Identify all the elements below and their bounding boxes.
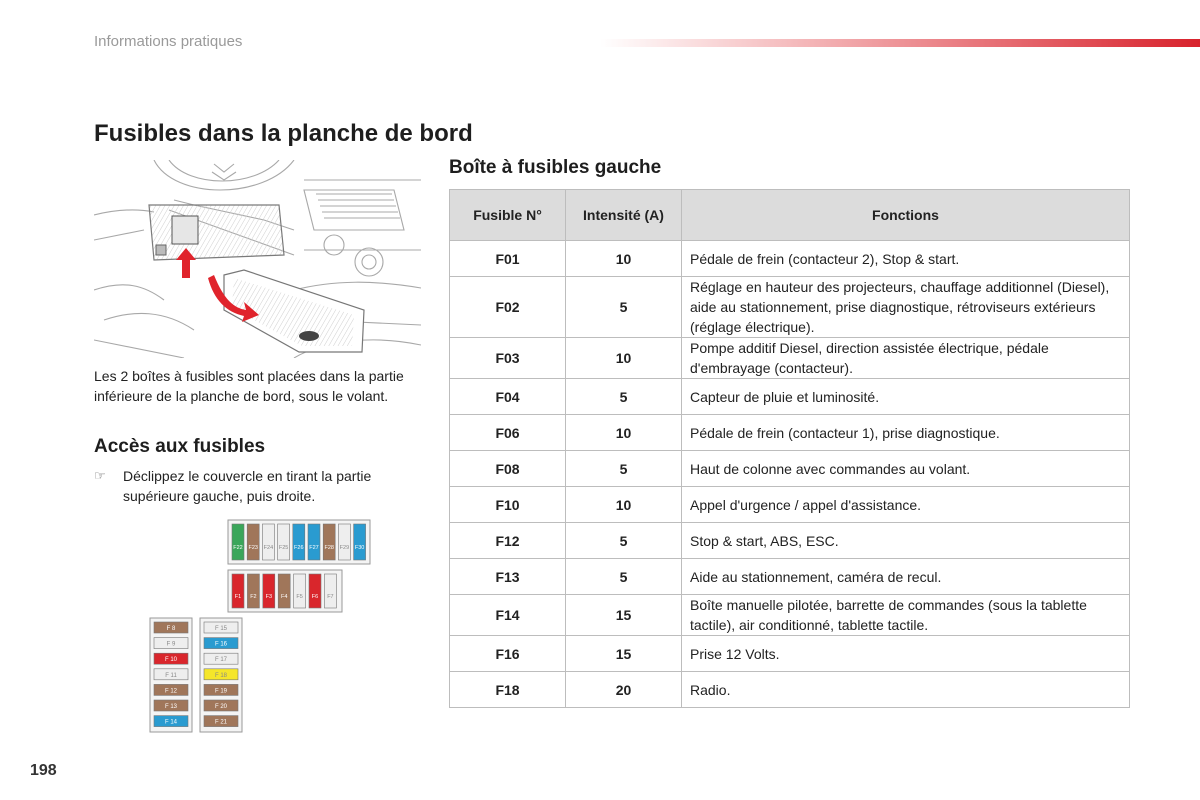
table-row bbox=[450, 672, 1130, 708]
fuse-label: F 19 bbox=[214, 688, 228, 695]
fuse-slot-f4 bbox=[278, 574, 290, 608]
current-cell: 5 bbox=[566, 523, 682, 559]
fuse-label: F 16 bbox=[214, 641, 228, 648]
fuse-label: F 21 bbox=[214, 719, 228, 726]
table-row bbox=[450, 559, 1130, 595]
fuse-number-cell: F08 bbox=[450, 451, 566, 487]
fuse-label: F 20 bbox=[214, 704, 228, 710]
current-cell: 15 bbox=[566, 636, 682, 672]
fuse-slot-f6 bbox=[309, 574, 321, 608]
fuse-label: F 14 bbox=[164, 719, 178, 726]
functions-cell: Haut de colonne avec commandes au volant. bbox=[682, 451, 1130, 487]
header-current: Intensité (A) bbox=[566, 190, 682, 241]
fuse-label: F25 bbox=[278, 545, 289, 551]
current-cell: 5 bbox=[566, 379, 682, 415]
fuse-slot-f28 bbox=[323, 524, 335, 560]
table-row bbox=[450, 636, 1130, 672]
functions-cell: Pédale de frein (contacteur 2), Stop & start. bbox=[682, 241, 1130, 277]
functions-cell: Capteur de pluie et luminosité. bbox=[682, 379, 1130, 415]
header-fuse: Fusible N° bbox=[450, 190, 566, 241]
fuse-slot-f22 bbox=[232, 524, 244, 560]
fuse-label: F 8 bbox=[166, 626, 176, 632]
access-step-text: Déclippez le couvercle en tirant la partie supérieure gauche, puis droite. bbox=[123, 468, 372, 504]
fuse-slot-f29 bbox=[338, 524, 350, 560]
page-title: Fusibles dans la planche de bord bbox=[94, 120, 473, 147]
fuse-slot-f1 bbox=[232, 574, 244, 608]
functions-cell: Pompe additif Diesel, direction assistée électrique, pédale d'embrayage (contacteur). bbox=[682, 338, 1130, 379]
fuse-number-cell: F06 bbox=[450, 415, 566, 451]
fuse-label: F2 bbox=[250, 594, 257, 600]
fuse-number-cell: F01 bbox=[450, 241, 566, 277]
fuse-label: F1 bbox=[234, 594, 242, 600]
table-row bbox=[450, 241, 1130, 277]
dashboard-illustration bbox=[94, 160, 421, 358]
fuse-slot-f24 bbox=[262, 524, 274, 560]
intro-text: Les 2 boîtes à fusibles sont placées dans la partie inférieure de la planche de bord, sous le volant. bbox=[94, 368, 404, 404]
fuse-slot-f23 bbox=[247, 524, 259, 560]
fuse-box-title: Boîte à fusibles gauche bbox=[449, 157, 662, 178]
functions-cell: Appel d'urgence / appel d'assistance. bbox=[682, 487, 1130, 523]
fuse-label: F 10 bbox=[164, 657, 178, 664]
functions-cell: Réglage en hauteur des projecteurs, chauffage additionnel (Diesel), aide au stationnement, prise diagnostique, rétroviseurs extérieurs (réglage électrique). bbox=[682, 277, 1130, 338]
fuse-label: F 15 bbox=[214, 626, 228, 632]
fuse-number-cell: F04 bbox=[450, 379, 566, 415]
fuse-label: F3 bbox=[265, 594, 273, 600]
functions-cell: Prise 12 Volts. bbox=[682, 636, 1130, 672]
fuse-label: F 13 bbox=[164, 704, 178, 710]
functions-cell: Boîte manuelle pilotée, barrette de commandes (sous la tablette tactile), air conditionné, tablette tactile. bbox=[682, 595, 1130, 636]
fuse-label: F24 bbox=[263, 545, 274, 551]
current-cell: 5 bbox=[566, 451, 682, 487]
fuse-slot-f5 bbox=[294, 574, 306, 608]
functions-cell: Stop & start, ABS, ESC. bbox=[682, 523, 1130, 559]
current-cell: 10 bbox=[566, 487, 682, 523]
current-cell: 5 bbox=[566, 277, 682, 338]
fuse-label: F4 bbox=[280, 594, 288, 600]
fuse-slot-f26 bbox=[293, 524, 305, 560]
fuse-label: F5 bbox=[296, 594, 303, 600]
table-row bbox=[450, 379, 1130, 415]
current-cell: 10 bbox=[566, 338, 682, 379]
fuse-number-cell: F18 bbox=[450, 672, 566, 708]
table-row bbox=[450, 595, 1130, 636]
fuse-number-cell: F16 bbox=[450, 636, 566, 672]
fuse-number-cell: F14 bbox=[450, 595, 566, 636]
fuse-label: F26 bbox=[294, 545, 304, 551]
fuse-label: F7 bbox=[327, 594, 334, 600]
fuse-slot-f27 bbox=[308, 524, 320, 560]
page-number: 198 bbox=[30, 762, 57, 779]
current-cell: 15 bbox=[566, 595, 682, 636]
table-row bbox=[450, 451, 1130, 487]
fuse-label: F 11 bbox=[165, 672, 177, 679]
pointing-finger-icon: ☞ bbox=[94, 468, 106, 483]
functions-cell: Pédale de frein (contacteur 1), prise diagnostique. bbox=[682, 415, 1130, 451]
fuse-number-cell: F03 bbox=[450, 338, 566, 379]
functions-cell: Radio. bbox=[682, 672, 1130, 708]
fuse-slot-f3 bbox=[263, 574, 275, 608]
functions-cell: Aide au stationnement, caméra de recul. bbox=[682, 559, 1130, 595]
fuse-label: F6 bbox=[311, 594, 319, 600]
fuse-layout-diagram bbox=[146, 518, 376, 734]
fuse-number-cell: F13 bbox=[450, 559, 566, 595]
section-header: Informations pratiques bbox=[94, 33, 243, 50]
fuse-label: F29 bbox=[339, 545, 350, 551]
table-row bbox=[450, 487, 1130, 523]
fuse-slot-f30 bbox=[354, 524, 366, 560]
current-cell: 10 bbox=[566, 415, 682, 451]
fuse-number-cell: F12 bbox=[450, 523, 566, 559]
table-row bbox=[450, 523, 1130, 559]
table-row bbox=[450, 415, 1130, 451]
fuse-table bbox=[449, 189, 1130, 708]
table-header-row bbox=[450, 190, 1130, 241]
fuse-label: F 18 bbox=[214, 672, 228, 679]
fuse-label: F27 bbox=[309, 545, 319, 551]
current-cell: 10 bbox=[566, 241, 682, 277]
header-functions: Fonctions bbox=[682, 190, 1130, 241]
fuse-slot-f25 bbox=[278, 524, 290, 560]
fuse-label: F 12 bbox=[164, 688, 178, 695]
fuse-label: F 17 bbox=[214, 657, 228, 664]
fuse-label: F23 bbox=[248, 545, 258, 551]
header-accent-bar bbox=[600, 39, 1200, 47]
access-step bbox=[94, 466, 424, 506]
fuse-label: F28 bbox=[324, 545, 334, 551]
current-cell: 5 bbox=[566, 559, 682, 595]
fuse-slot-f2 bbox=[247, 574, 259, 608]
access-section-title: Accès aux fusibles bbox=[94, 436, 266, 457]
current-cell: 20 bbox=[566, 672, 682, 708]
fuse-label: F22 bbox=[233, 545, 243, 551]
table-row bbox=[450, 277, 1130, 338]
table-row bbox=[450, 338, 1130, 379]
fuse-label: F30 bbox=[354, 545, 365, 551]
fuse-slot-f7 bbox=[324, 574, 336, 608]
fuse-number-cell: F10 bbox=[450, 487, 566, 523]
fuse-number-cell: F02 bbox=[450, 277, 566, 338]
fuse-label: F 9 bbox=[166, 641, 176, 648]
